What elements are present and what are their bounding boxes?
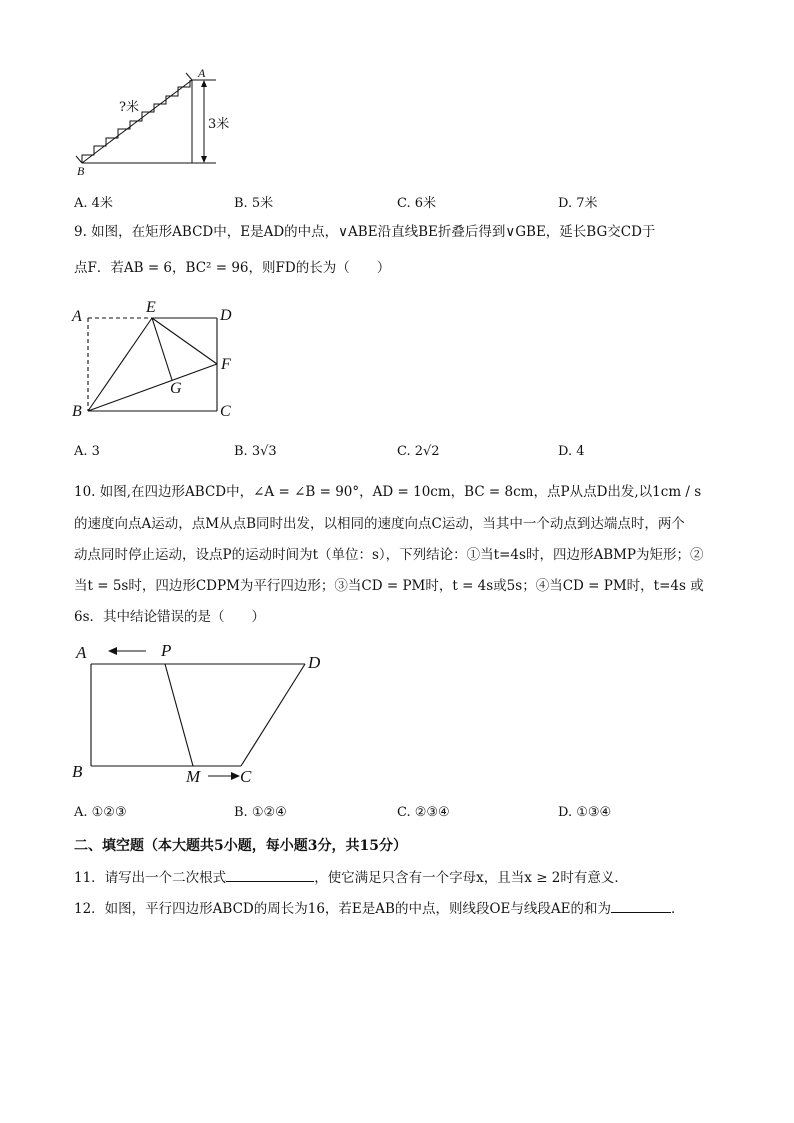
q12-answer-blank[interactable] <box>611 898 671 913</box>
fig10-label-c: C <box>240 767 252 786</box>
q12-text-after: ． <box>670 901 685 917</box>
fig9-label-c: C <box>220 403 231 420</box>
q11 <box>74 867 628 888</box>
q9-option-a: A. 3 <box>74 444 100 459</box>
q11-text-before: 11．请写出一个二次根式 <box>74 870 227 886</box>
q10-text-line3: 动点同时停止运动，设点P的运动时间为t（单位：s），下列结论：①当t=4s时，四边形ABMP为矩形；② <box>74 547 704 563</box>
fig9-label-g: G <box>170 380 182 397</box>
q11-text-after: ，使它满足只含有一个字母x，且当x ≥ 2时有意义． <box>314 870 628 886</box>
label-a: A <box>198 66 206 80</box>
q9-text-line2: 点F．若AB = 6，BC² = 96，则FD的长为（ ） <box>74 260 391 276</box>
q10-text-line1: 10. 如图,在四边形ABCD中，∠A = ∠B = 90°，AD = 10cm，BC = 8cm，点P从点D出发,以1cm / s <box>74 484 702 500</box>
q9-text-line1: 9. 如图，在矩形ABCD中，E是AD的中点，∨ABE沿直线BE折叠后得到∨GBE，延长BG交CD于 <box>74 224 656 240</box>
fig9-label-a: A <box>72 308 82 325</box>
q12 <box>74 898 684 919</box>
fig9-label-f: F <box>221 356 231 373</box>
fig10-label-d: D <box>308 653 321 672</box>
label-height: 3米 <box>208 117 230 132</box>
label-slant: ?米 <box>119 100 139 115</box>
fig10-label-b: B <box>72 762 83 781</box>
fig10-label-m: M <box>186 767 201 786</box>
fig9-label-e: E <box>146 299 156 316</box>
fig10-label-a: A <box>76 643 87 662</box>
q8-option-c: C. 6米 <box>397 196 437 211</box>
fig10-label-p: P <box>161 641 172 660</box>
section-heading-fill-blank: 二、填空题（本大题共5小题，每小题3分，共15分） <box>74 838 407 854</box>
label-b: B <box>77 164 85 178</box>
q10-option-a: A. ①②③ <box>74 805 127 820</box>
q9-option-b: B. 3√3 <box>234 444 277 459</box>
fig9-label-b: B <box>72 403 82 420</box>
q8-option-a: A. 4米 <box>74 196 113 211</box>
q8-option-d: D. 7米 <box>558 196 598 211</box>
q10-text-line4: 当t = 5s时，四边形CDPM为平行四边形；③当CD = PM时，t = 4s或5s；④当CD = PM时，t=4s 或 <box>74 578 704 594</box>
q9-option-c: C. 2√2 <box>397 444 440 459</box>
fig9-label-d: D <box>220 307 232 324</box>
q9-option-d: D. 4 <box>558 444 585 459</box>
q10-option-b: B. ①②④ <box>234 805 287 820</box>
q12-text-before: 12．如图，平行四边形ABCD的周长为16，若E是AB的中点，则线段OE与线段AE的和为 <box>74 901 611 917</box>
q10-option-c: C. ②③④ <box>397 805 450 820</box>
q11-answer-blank[interactable] <box>226 867 314 882</box>
q10-option-d: D. ①③④ <box>558 805 612 820</box>
q10-text-line5: 6s．其中结论错误的是（ ） <box>74 609 266 625</box>
q10-text-line2: 的速度向点A运动，点M从点B同时出发，以相同的速度向点C运动，当其中一个动点到达端点时，两个 <box>74 516 685 532</box>
q8-option-b: B. 5米 <box>234 196 274 211</box>
